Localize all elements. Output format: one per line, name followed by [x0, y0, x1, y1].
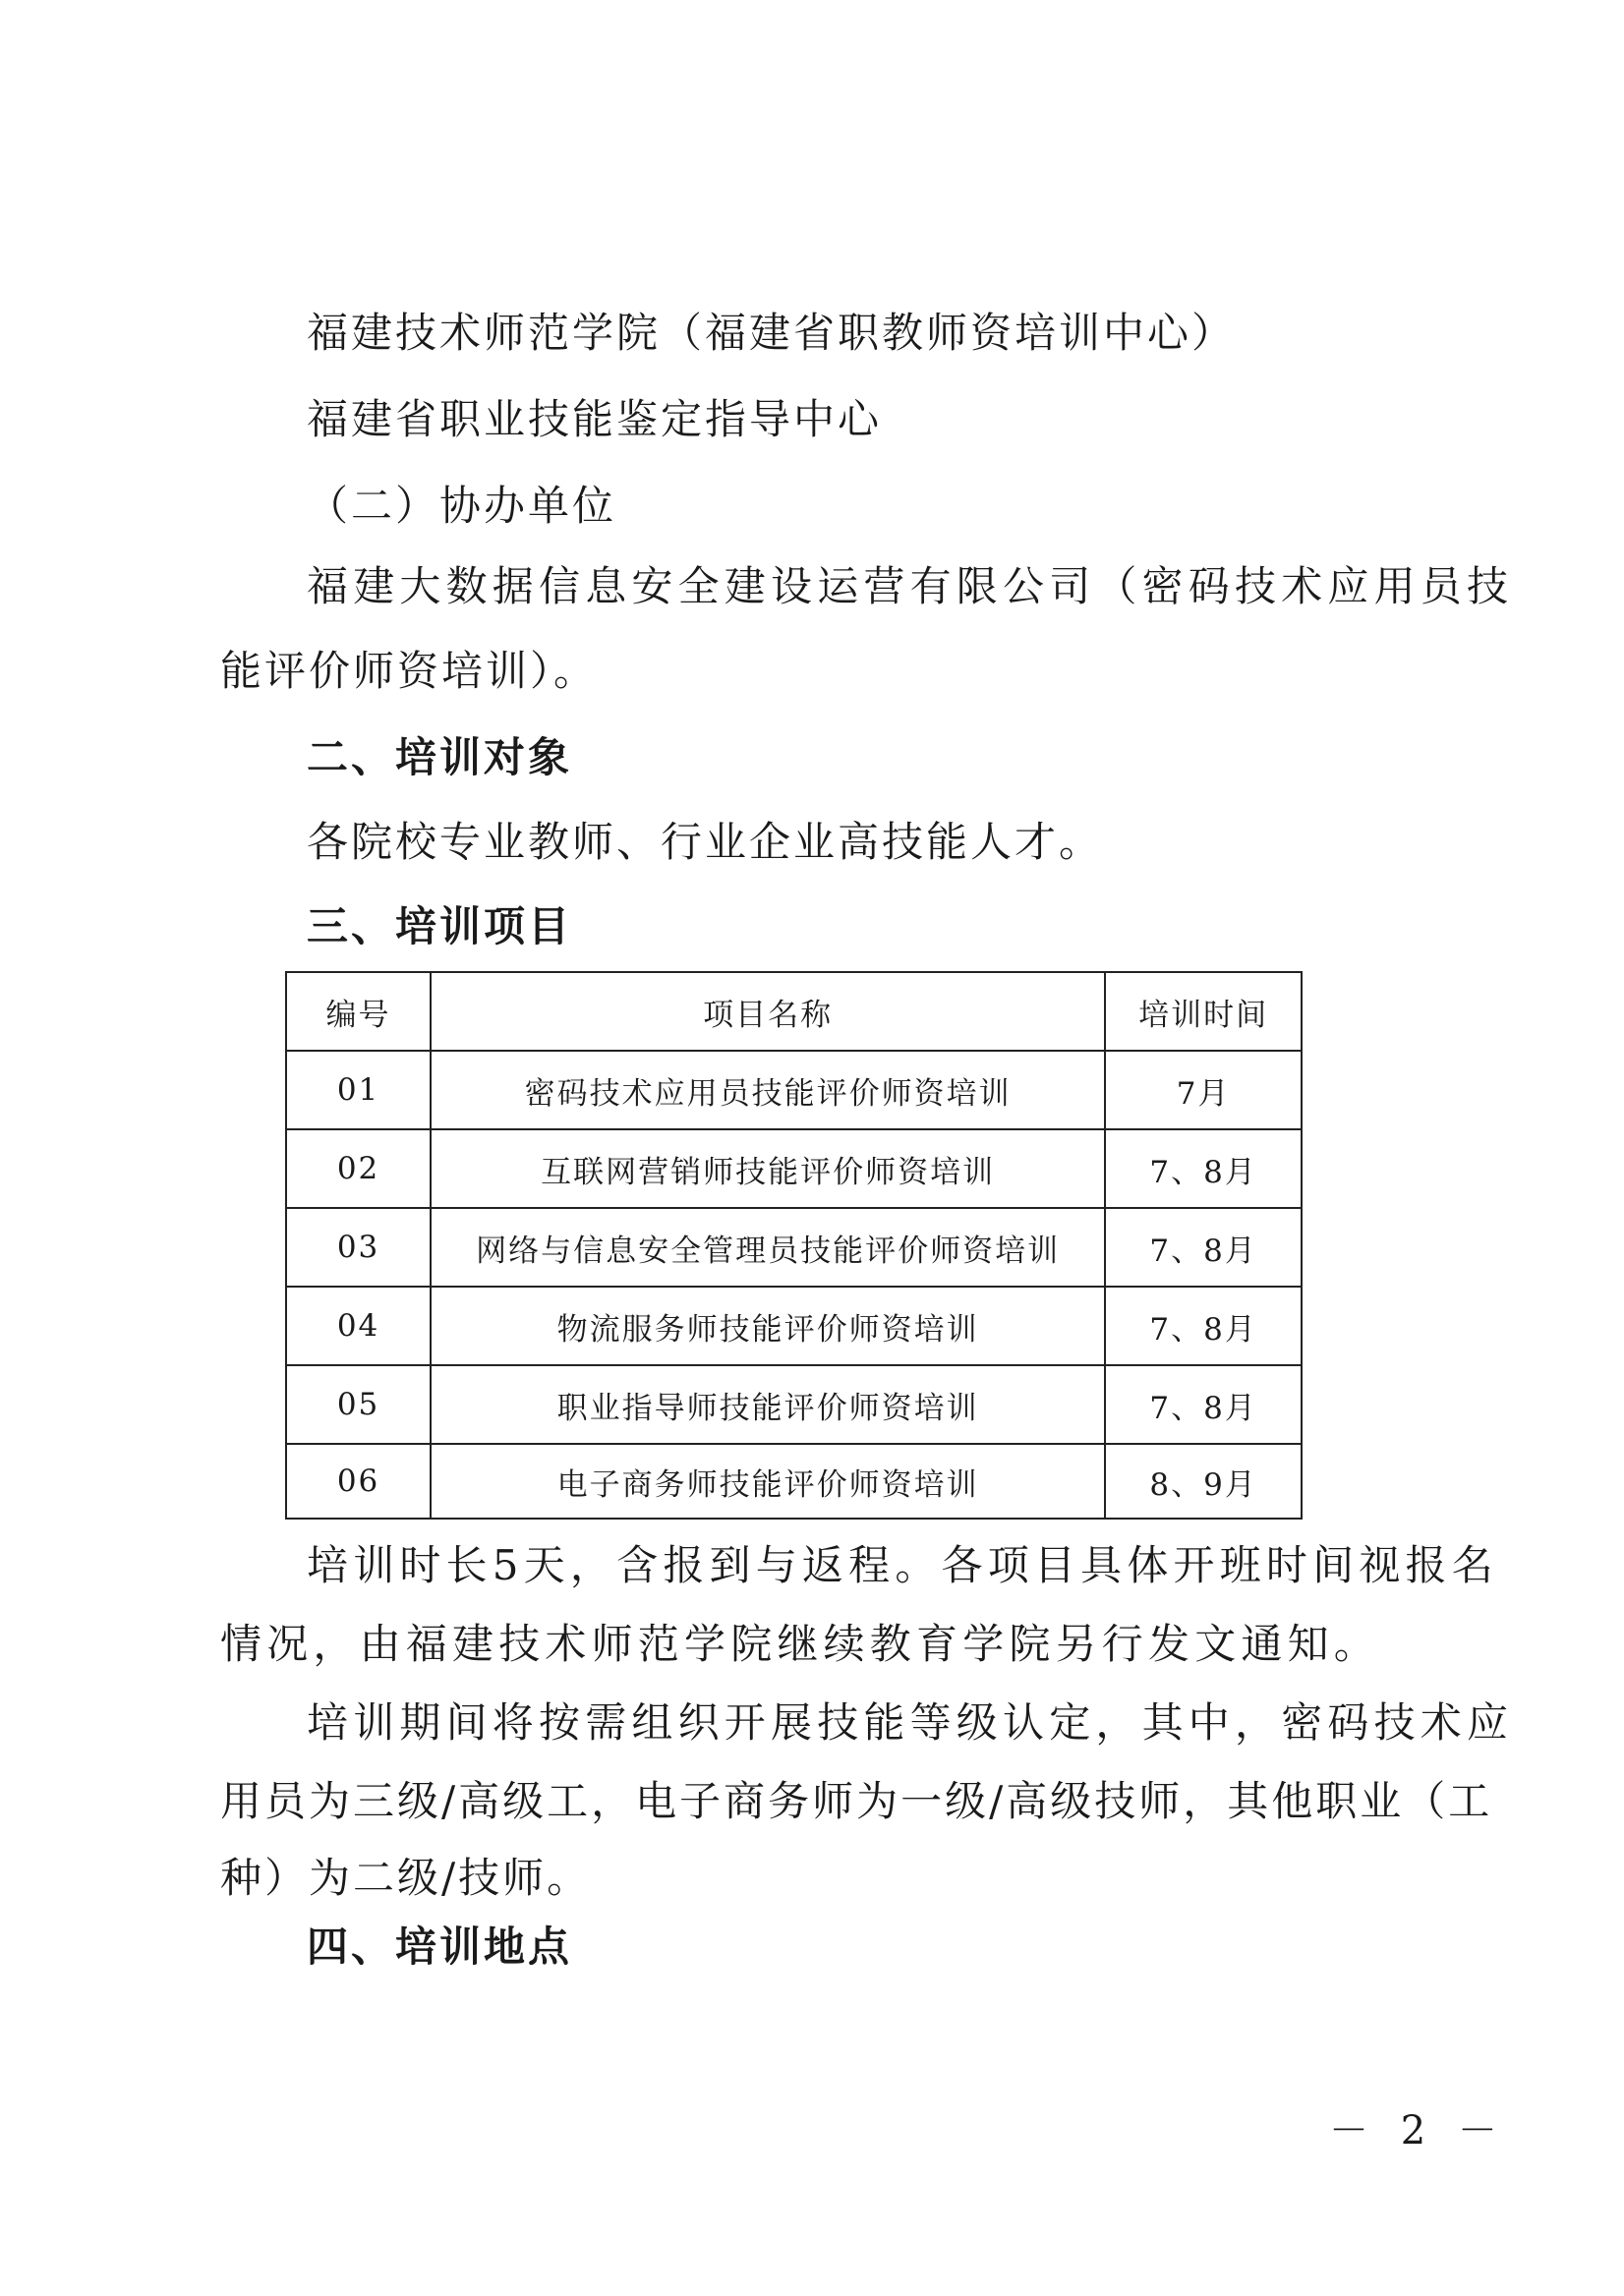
cell-project-name: 电子商务师技能评价师资培训 [431, 1444, 1105, 1519]
table-row [286, 1051, 1302, 1129]
section-3-heading: 三、培训项目 [307, 902, 573, 950]
co-organizer-heading: （二）协办单位 [307, 482, 617, 530]
header-training-time: 培训时间 [1105, 972, 1302, 1051]
cell-training-time: 8、9月 [1105, 1444, 1302, 1519]
certification-para-line-2: 用员为三级/高级工，电子商务师为一级/高级技师，其他职业（工 [220, 1777, 1493, 1825]
cell-project-name: 密码技术应用员技能评价师资培训 [431, 1051, 1105, 1129]
organizer-line-1: 福建技术师范学院（福建省职教师资培训中心） [307, 309, 1237, 357]
table-header-row [286, 972, 1302, 1051]
cell-training-time: 7、8月 [1105, 1365, 1302, 1444]
table-row [286, 1444, 1302, 1519]
duration-para-line-1: 培训时长5天，含报到与返程。各项目具体开班时间视报名 [307, 1541, 1498, 1589]
organizer-line-2: 福建省职业技能鉴定指导中心 [307, 395, 883, 443]
header-project-name: 项目名称 [431, 972, 1105, 1051]
page-number: － 2 － [1329, 2108, 1507, 2153]
section-2-text: 各院校专业教师、行业企业高技能人才。 [307, 818, 1104, 866]
cell-number: 04 [286, 1287, 431, 1365]
cell-training-time: 7月 [1105, 1051, 1302, 1129]
table-row [286, 1287, 1302, 1365]
table-row [286, 1129, 1302, 1208]
cell-number: 01 [286, 1051, 431, 1129]
cell-project-name: 互联网营销师技能评价师资培训 [431, 1129, 1105, 1208]
section-4-heading: 四、培训地点 [307, 1923, 573, 1971]
co-organizer-text-line-2: 能评价师资培训）。 [220, 647, 599, 695]
cell-project-name: 职业指导师技能评价师资培训 [431, 1365, 1105, 1444]
cell-project-name: 网络与信息安全管理员技能评价师资培训 [431, 1208, 1105, 1287]
cell-number: 03 [286, 1208, 431, 1287]
cell-number: 02 [286, 1129, 431, 1208]
cell-number: 06 [286, 1444, 431, 1519]
cell-number: 05 [286, 1365, 431, 1444]
certification-para-line-3: 种）为二级/技师。 [220, 1854, 592, 1902]
training-projects-table [285, 971, 1303, 1520]
table-row [286, 1365, 1302, 1444]
certification-para-line-1: 培训期间将按需组织开展技能等级认定，其中，密码技术应 [307, 1698, 1514, 1747]
cell-project-name: 物流服务师技能评价师资培训 [431, 1287, 1105, 1365]
cell-training-time: 7、8月 [1105, 1129, 1302, 1208]
section-2-heading: 二、培训对象 [307, 733, 573, 781]
header-number: 编号 [286, 972, 431, 1051]
duration-para-line-2: 情况，由福建技术师范学院继续教育学院另行发文通知。 [220, 1620, 1381, 1668]
cell-training-time: 7、8月 [1105, 1208, 1302, 1287]
table-row [286, 1208, 1302, 1287]
cell-training-time: 7、8月 [1105, 1287, 1302, 1365]
co-organizer-text-line-1: 福建大数据信息安全建设运营有限公司（密码技术应用员技 [307, 562, 1514, 610]
